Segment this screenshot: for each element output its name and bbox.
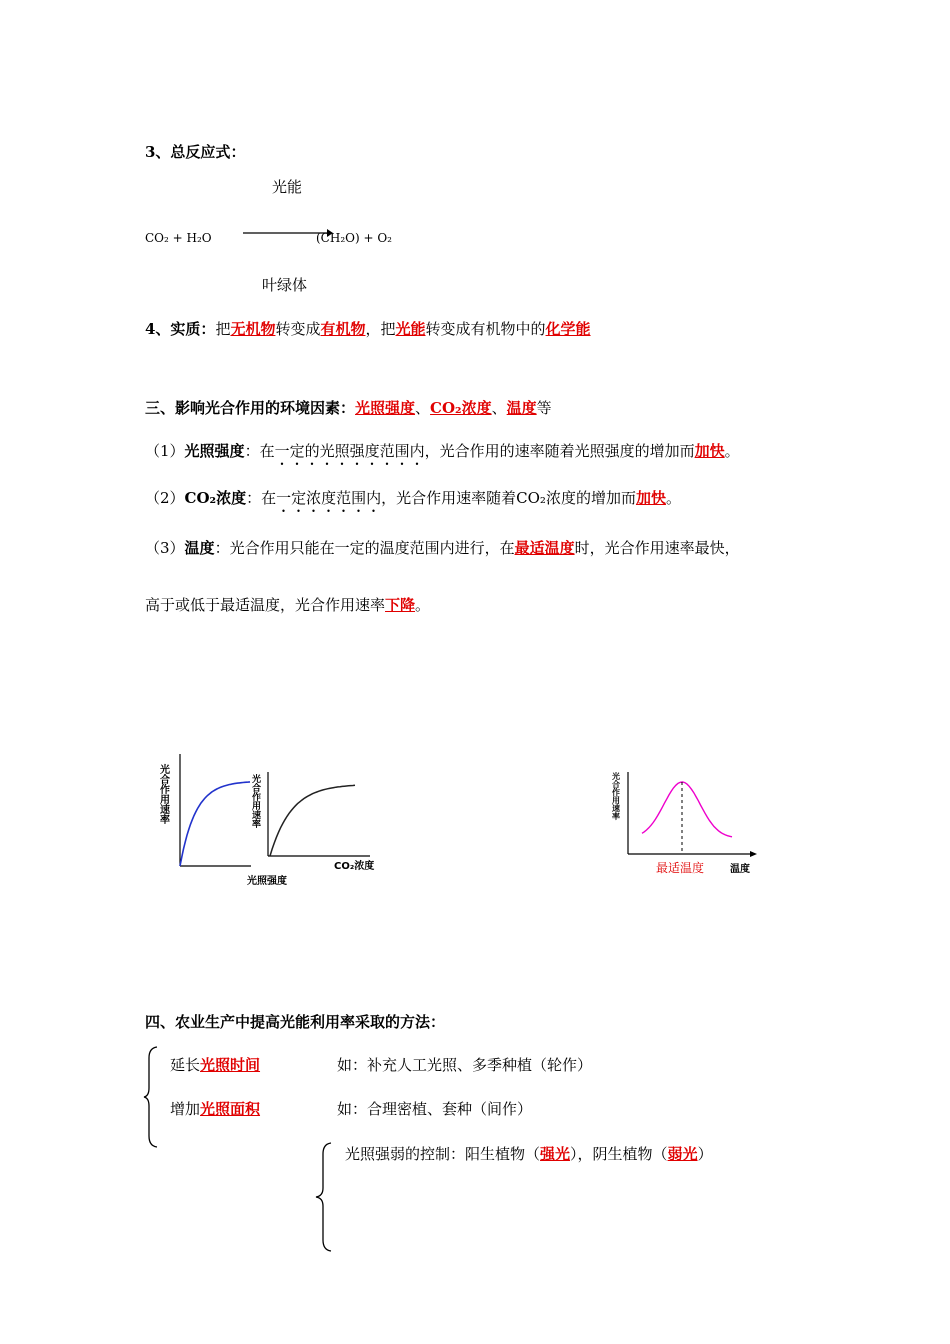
- factor-3-line-2: [145, 594, 430, 615]
- item-number: （3）: [145, 539, 185, 557]
- method-1: [170, 1054, 260, 1075]
- y-axis-label: 光合作用速率: [611, 772, 621, 820]
- y-axis-label: 光合作用速率: [157, 764, 169, 824]
- factor-co2: CO₂浓度: [430, 399, 492, 417]
- text: 高于或低于最适温度，光合作用速率: [145, 596, 386, 614]
- text: 把: [215, 320, 231, 338]
- method-1-example: 如：补充人工光照、多季种植（轮作）: [337, 1056, 593, 1074]
- equation-products: (CH₂O) + O₂: [316, 231, 392, 245]
- text: 。: [665, 489, 681, 507]
- text: 时，光合作用速率最快，: [574, 539, 740, 557]
- answer-speed-up: 加快: [694, 442, 725, 460]
- answer-light-duration: 光照时间: [200, 1056, 261, 1074]
- section-san-line: [145, 397, 552, 418]
- factor-2-line: [145, 487, 681, 516]
- equation-reactants: CO₂ + H₂O: [145, 231, 212, 245]
- text: 转变成: [275, 320, 321, 338]
- item-label: 温度: [184, 539, 215, 557]
- answer-strong-light: 强光: [540, 1145, 571, 1163]
- text: ，把: [365, 320, 396, 338]
- left-brace: [143, 1046, 159, 1148]
- series-line: [270, 785, 355, 856]
- text: ，光合作用的速率随着光照强度的增加而: [424, 442, 695, 460]
- text: ，光合作用速率随着CO₂浓度的增加而: [381, 489, 636, 507]
- section-si-title: 四、农业生产中提高光能利用率采取的方法：: [145, 1013, 446, 1031]
- series-line: [642, 782, 732, 837]
- series-line: [180, 782, 250, 866]
- factor-3-line: [145, 537, 740, 558]
- peak-label: 最适温度: [656, 861, 705, 875]
- factor-1-line: [145, 440, 740, 469]
- text: ：光合作用只能在一定的温度范围内进行，在: [214, 539, 515, 557]
- answer-chemical-energy: 化学能: [545, 320, 591, 338]
- emphasized-text: 一定浓度范围内: [276, 489, 382, 507]
- section-4-label: 4、实质：: [145, 320, 216, 338]
- method-prefix: 增加: [170, 1100, 201, 1118]
- item-number: （1）: [145, 442, 185, 460]
- text: 。: [724, 442, 740, 460]
- separator: 、: [415, 399, 431, 417]
- chart-temperature: [608, 768, 763, 880]
- section-san-title: 三、影响光合作用的环境因素：: [145, 399, 356, 417]
- section-4-line: [145, 318, 591, 339]
- answer-inorganic: 无机物: [230, 320, 276, 338]
- method-prefix: 延长: [170, 1056, 201, 1074]
- item-number: （2）: [145, 489, 185, 507]
- method-2-example: 如：合理密植、套种（间作）: [337, 1100, 533, 1118]
- answer-weak-light: 弱光: [667, 1145, 698, 1163]
- text: ），阴生植物（: [570, 1145, 668, 1163]
- method-2: [170, 1098, 260, 1119]
- x-axis-label: 温度: [730, 864, 750, 875]
- chart-co2-concentration: [250, 768, 380, 878]
- equation-above-arrow: 光能: [272, 178, 303, 196]
- answer-speed-up: 加快: [635, 489, 666, 507]
- factor-light: 光照强度: [355, 399, 416, 417]
- emphasized-text: 一定的光照强度范围内: [274, 442, 425, 460]
- answer-light-energy: 光能: [395, 320, 426, 338]
- left-brace-2: [315, 1142, 333, 1252]
- light-control-line: [345, 1143, 713, 1164]
- text: ：在: [244, 442, 275, 460]
- separator: 、: [491, 399, 507, 417]
- item-label: CO₂浓度: [184, 489, 247, 507]
- item-label: 光照强度: [184, 442, 245, 460]
- answer-optimal-temperature: 最适温度: [514, 539, 575, 557]
- answer-decrease: 下降: [385, 596, 416, 614]
- text: 光照强弱的控制：阳生植物（: [345, 1145, 541, 1163]
- x-axis-label: 光照强度: [247, 876, 287, 887]
- y-axis-label: 光合作用速率: [250, 774, 260, 828]
- text: 。: [415, 596, 431, 614]
- x-axis-label: CO₂浓度: [334, 861, 375, 872]
- answer-organic: 有机物: [320, 320, 366, 338]
- section-3-title: 3、总反应式：: [145, 143, 246, 161]
- answer-light-area: 光照面积: [200, 1100, 261, 1118]
- text: 等: [536, 399, 552, 417]
- text: ：在: [246, 489, 277, 507]
- equation-below-arrow: 叶绿体: [262, 276, 308, 294]
- chart-light-intensity: [155, 750, 287, 890]
- factor-temperature: 温度: [506, 399, 537, 417]
- text: 转变成有机物中的: [425, 320, 546, 338]
- text: ）: [697, 1145, 713, 1163]
